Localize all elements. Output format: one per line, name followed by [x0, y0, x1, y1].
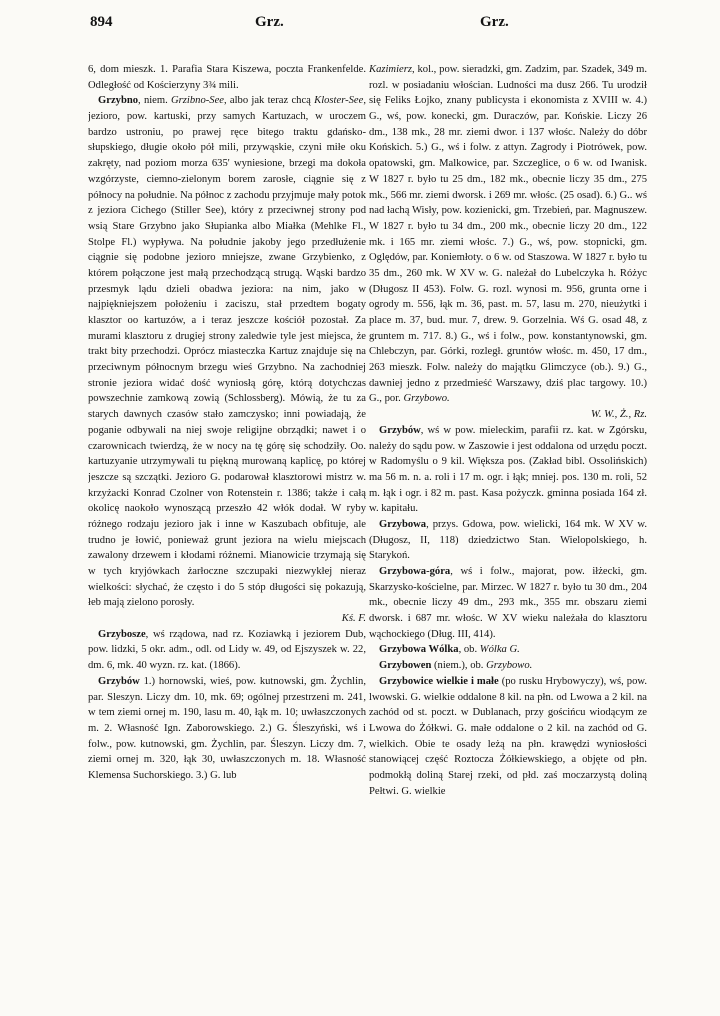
page-number: 894 — [90, 14, 113, 30]
running-header — [90, 14, 650, 36]
author-signature: Kś. F. — [341, 613, 366, 625]
running-title-left: Grz. — [255, 14, 284, 30]
entry-grzybowa-wolka: Grzybowa Wólka, ob. Wólka G. — [379, 644, 520, 656]
running-title-right: Grz. — [480, 14, 509, 30]
entry-headword: Grzybowa — [379, 518, 427, 530]
entry-headword: Grzybosze — [98, 628, 146, 640]
entry-grzybowa-gora: Grzybowa-góra, wś i folw., majorat, pow. iłżecki, gm. Skarzysko-kościelne, par. Mirzec. W 1827 r. było tu 30 dm., 204 mk., obecnie liczy 49 dm., 293 mk., 355 mr. obszaru ziemi dworsk. i 687 mr. włośc. W XV wieku należała do klasztoru wąchockiego (Dług. III, 414). — [369, 566, 647, 640]
author-signature: W. W., Ż., Rz. — [590, 409, 647, 421]
entry-continuation: Kazimierz, kol., pow. sieradzki, gm. Zadzim, par. Szadek, 349 m. rozl. w posiadaniu włościan. Ludności ma dusz 266. Tu urodził się Feliks Łojko, znany publicysta i ekonomista z XVIII w. 4.) G., wś, pow. konecki, gm. Duraczów, par. Końskie. Liczy 26 dm., 138 mk., 28 mr. ziemi dwor. i 137 włośc. Należy do dóbr Końskich. 5.) G., wś i folw. z attyn. Zagrody i Piotrówek, pow. opatowski, gm. Malkowice, par. Szczeglice, o 6 w. od Iwanisk. W 1827 r. było tu 25 dm., 182 mk., obecnie liczy 35 dm., 275 mk., 566 mr. ziemi dworsk. i 269 mr. włośc. (25 osad). 6.) G.. wś nad łachą Wisły, pow. kozienicki, gm. Trzebień, par. Magnuszew. W 1827 r. było tu 34 dm., 200 mk., obecnie liczy 20 dm., 122 mk. i 165 mr. ziemi włośc. 7.) G., wś, pow. stopnicki, gm. Oględów, par. Koniemłoty. o 6 w. od Staszowa. W 1827 r. było tu 35 dm., 260 mk. W XV w. G. należał do Lubelczyka h. Różyc (Długosz II 453). Folw. G. rozl. wynosi m. 956, grunta orne i ogrody m. 556, łąk m. 36, past. m. 57, lasu m. 270, nieużytki i place m. 37, bud. mur. 7, drew. 9. Gorzelnia. Wś G. osad 48, z gruntem m. 717. 8.) G., wś i folw., pow. konstantynowski, gm. Chlebczyn, par. Górki, rozległ. gruntów włośc. m. 450, 17 dm., 263 mieszk. Folw. należy do majątku Glimczyce (ob.). 9.) G., dawniej jedno z przedmieść Warszawy, dziś plac targowy. 10.) G., por. Grzybowo. — [369, 64, 647, 405]
entry-grzybowen: Grzybowen (niem.), ob. Grzybowo. — [379, 660, 533, 672]
entry-grzybosze: Grzybosze, wś rządowa, nad rz. Koziawką i jeziorem Dub, pow. lidzki, 5 okr. adm., odl. od Lidy w. 49, od Ejszyszek w. 22, dm. 6, mk. 40 wyzn. rz. kat. (1866). — [88, 628, 366, 672]
entry-headword: Grzybów — [98, 675, 140, 687]
entry-continuation: 6, dom mieszk. 1. Parafia Stara Kiszewa, poczta Frankenfelde. Odległość od Kościerzyny 3¾ mili. — [88, 64, 366, 91]
entry-headword: Grzybowen — [379, 660, 432, 672]
entry-headword: Grzybowice wielkie i małe — [379, 675, 499, 687]
left-column — [88, 62, 366, 992]
entry-grzybno: Grzybno, niem. Grzibno-See, albo jak teraz chcą Kloster-See, jezioro, pow. kartuski, przy samych Kartuzach, w uroczem bardzo ustroniu, po prawej ręce bitego traktu gdańsko-słupskiego, długie około pół mili, przywąskie, czyni miłe oku zakręty, nad poziom morza 635' wyniesione, brzegi ma dokoła wzgórzyste, ciemno-zielonym borem zarosłe, ciągnie się z północy na południe. Na północ z zachodu przyjmuje mały potok z jeziora Cichego (Stiller See), który z przeciwnej strony pod wsią Stare Grzybno jako Słupianka albo Miałka (Mehlke Fl., Stolpe Fl.) wypływa. Na południe jakoby jego przedłużenie ciągnie się podobne jezioro mniejsze, zwane Grzybienko, z którem połączone jest małą przechodzącą strugą. Wąski bardzo przesmyk lądu dzieli obadwa jeziora: na nim, jako w najpiękniejszem położeniu i zaciszu, stał przedtem bogaty klasztor oo kartuzów, a i teraz jeszcze kościół pozostał. Za murami klasztoru z drugiej strony zaledwie tyle jest miejsca, że trakt bity przechodzi. Oprócz miasteczka Kartuz znajduje się na przeciwnym północnym brzegu wieś Grzybno. Na zachodniej stronie jeziora widać dość wyniosłą górę, którą dotychczas powszechnie zamkową zowią (Schlossberg). Mówią, że tu za starych dawnych czasów stało zamczysko; inni powiadają, że poganie odbywali na niej swoje religijne obrządki; nawet i o czarownicach twierdzą, że w nocy na tę górę się schodziły. Oo. kartuzyanie utrzymywali tu piękną murowaną kaplicę, po której jeszcze są szczątki. Jezioro G. podarował klasztorowi mistrz w. krzyżacki Konrad Czolner von Rotenstein r. 1386; także i całą okolicę naokoło wynoszącą przeszło 42 włók dodał. W ryby różnego rodzaju jezioro jak i inne w Kaszubach obfituje, ale trudno je łowić, ponieważ grunt jeziora na wielu miejscach zawalony drzewem i kłodami różnemi. Mianowicie trzymają się w tych kryjówkach żarłoczne szczupaki niezwykłej nieraz wielkości: słychać, że często i do 5 stóp długości się pokazują, łeb mają zielono porosły. — [88, 95, 366, 609]
entry-headword: Grzybno — [98, 95, 139, 107]
entry-headword: Grzybowa Wólka — [379, 644, 459, 656]
entry-grzybowa: Grzybowa, przys. Gdowa, pow. wielicki, 164 mk. W XV w. (Długosz, II, 118) dziedzictwo Stan. Wielopolskiego, h. Starykoń. — [369, 518, 647, 562]
entry-grzybow: Grzybów 1.) hornowski, wieś, pow. kutnowski, gm. Żychlin, par. Sleszyn. Liczy dm. 10, mk. 69; ogólnej przestrzeni m. 241, w tem ziemi ornej m. 190, lasu m. 40, łąk m. 10; uwłaszczonych m. 2. Własność Ign. Zaborowskiego. 2.) G. Śleszyński, wś i folw., pow. kutnowski, gm. Żychlin, par. Śleszyn. Liczy dm. 7, ziemi ornej m. 320, łąk 30, uwłaszczonych m. 18. Własność Klemensa Suchorskiego. 3.) G. lub — [88, 675, 366, 781]
right-column — [369, 62, 647, 992]
entry-grzybowice: Grzybowice wielkie i małe (po rusku Hrybowyczy), wś, pow. lwowski. G. wielkie oddalone 8 kil. na płn. od Lwowa a 2 kil. na zachód od st. poczt. w Dublanach, przy gościńcu wiodącym ze Lwowa do Żółkwi. G. małe oddalone o 2 kil. na zachód od G. wielkich. Obie te osady leżą na płn. krawędzi wyniosłości stanowiącej część Roztocza Żółkiewskiego, a objęte od płn. podmokłą doliną Starej rzeki, od płd. zaś moczarzystą doliną Pełtwi. G. wielkie — [369, 675, 647, 797]
entry-headword: Grzybów — [379, 424, 421, 436]
entry-headword: Grzybowa-góra — [379, 566, 451, 577]
entry-grzybow-mielecki: Grzybów, wś w pow. mieleckim, parafii rz. kat. w Zgórsku, należy do sądu pow. w Zaszowie i jest oddalona od urzędu poczt. w Radomyślu o 9 kil. Większa pos. (Zakład bibl. Ossolińskich) ma 56 m. n. a. roli i 17 m. ogr. i łąk; mniej. pos. 130 m. roli, 52 m. łąk i ogr. i 82 m. past. Kasa pożyczk. gminna posiada 164 zł. w. kapitału. — [369, 424, 647, 515]
